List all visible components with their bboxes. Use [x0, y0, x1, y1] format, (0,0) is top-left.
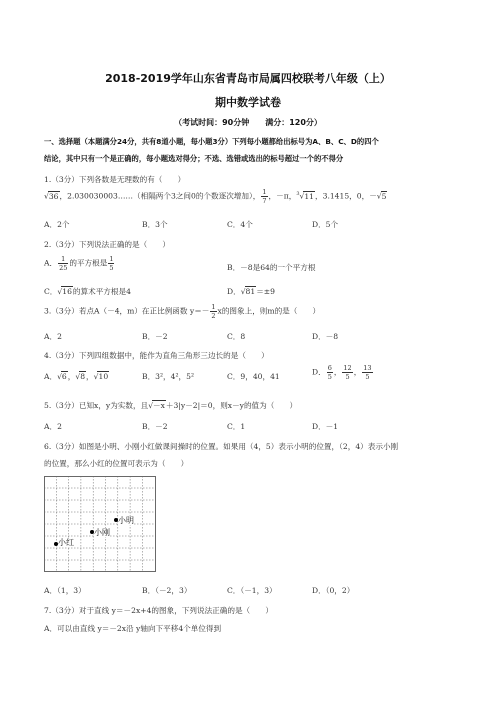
xiaoming-label: 小明: [118, 516, 134, 525]
q7-stem: 7.（3分）对于直线 y＝－2x+4的图象，下列说法正确的是（ ）: [44, 606, 273, 615]
q1-option-b[interactable]: B．3个: [142, 220, 168, 229]
q4-option-a[interactable]: A．√6，√8，√10: [44, 372, 109, 381]
q6-option-b[interactable]: B．（－2，3）: [142, 586, 192, 595]
q4-option-d[interactable]: D． $\frac{6}{5}$ ， $\frac{12}{5}$ ， $\frac{13}{5}$: [312, 364, 372, 381]
q2-option-b[interactable]: B．－8是64的一个平方根: [227, 263, 316, 272]
q2-option-a[interactable]: A． $\frac{1}{25}$ 的平方根是 $\frac{1}{5}$: [44, 255, 114, 272]
xiaogang-label: 小刚: [94, 528, 110, 537]
q7-option-a[interactable]: A．可以由直线 y＝－2x沿 y轴向下平移4个单位得到: [44, 624, 222, 633]
q2-stem: 2.（3分）下列说法正确的是（ ）: [44, 240, 170, 249]
q5-option-a[interactable]: A．2: [44, 422, 62, 431]
q1-option-a[interactable]: A．2个: [44, 220, 70, 229]
section-heading-cont: 结论，其中只有一个是正确的，每小题选对得分；不选、选错或选出的标号超过一个的不得分: [44, 154, 344, 163]
q3-option-c[interactable]: C．8: [227, 332, 246, 341]
grid-lines: [44, 476, 156, 572]
q3-option-b[interactable]: B．－2: [142, 332, 168, 341]
q3-option-a[interactable]: A．2: [44, 332, 62, 341]
q5-option-b[interactable]: B．－2: [142, 422, 168, 431]
q4-option-b[interactable]: B．3²，4²，5²: [142, 372, 194, 381]
q4-stem: 4.（3分）下列四组数据中，能作为直角三角形三边长的是（ ）: [44, 351, 269, 360]
q5-option-d[interactable]: D．－1: [312, 422, 339, 431]
position-grid: [44, 476, 156, 572]
q6-stem: 6.（3分）如图是小明、小刚小红做课间操时的位置。如果用（4，5）表示小明的位置，（2，4）表示小刚: [44, 442, 399, 451]
q6-option-a[interactable]: A．（1，3）: [44, 586, 86, 595]
q5-option-c[interactable]: C．1: [227, 422, 246, 431]
q3-option-d[interactable]: D．－8: [312, 332, 339, 341]
q4-option-c[interactable]: C．9，40，41: [227, 372, 280, 381]
page-subtitle: 期中数学试卷: [215, 96, 281, 109]
q6-option-c[interactable]: C．（－1，3）: [227, 586, 277, 595]
exam-info: （考试时间：90分钟 满分：120分）: [174, 118, 322, 127]
xiaohong-label: 小红: [58, 538, 74, 547]
q1-option-d[interactable]: D．5个: [312, 220, 339, 229]
q5-stem: 5.（3分）已知x，y为实数，且√－x＋3|y－2|＝0，则x－y的值为（ ）: [44, 401, 298, 410]
page-title: 2018-2019学年山东省青岛市局属四校联考八年级（上）: [105, 72, 391, 85]
q2-option-c[interactable]: C．√16的算术平方根是4: [44, 287, 131, 296]
q1-stem: 1.（3分）下列各数是无理数的有（ ）: [44, 175, 186, 184]
q2-option-d[interactable]: D．√81＝±9: [227, 287, 275, 296]
section-heading: 一、选择题（本题满分24分，共有8道小题，每小题3分）下列每小题都给出标号为A、B、C、D的四个: [44, 137, 379, 146]
q3-stem: 3.（3分）若点A（－4，m）在正比例函数 y＝－ $\frac{1}{2}$ x的图象上，则m的是（ ）: [44, 303, 321, 320]
q1-numbers: √36，2.030030003……（相隔两个3之间0的个数逐次增加）， $\frac{1}{7}$ ，－π，$^3$√11，3.1415，0，－√5: [44, 188, 387, 205]
q1-option-c[interactable]: C．4个: [227, 220, 253, 229]
q6-stem-cont: 的位置，那么小红的位置可表示为（ ）: [44, 459, 189, 468]
q6-option-d[interactable]: D．（0，2）: [312, 586, 355, 595]
